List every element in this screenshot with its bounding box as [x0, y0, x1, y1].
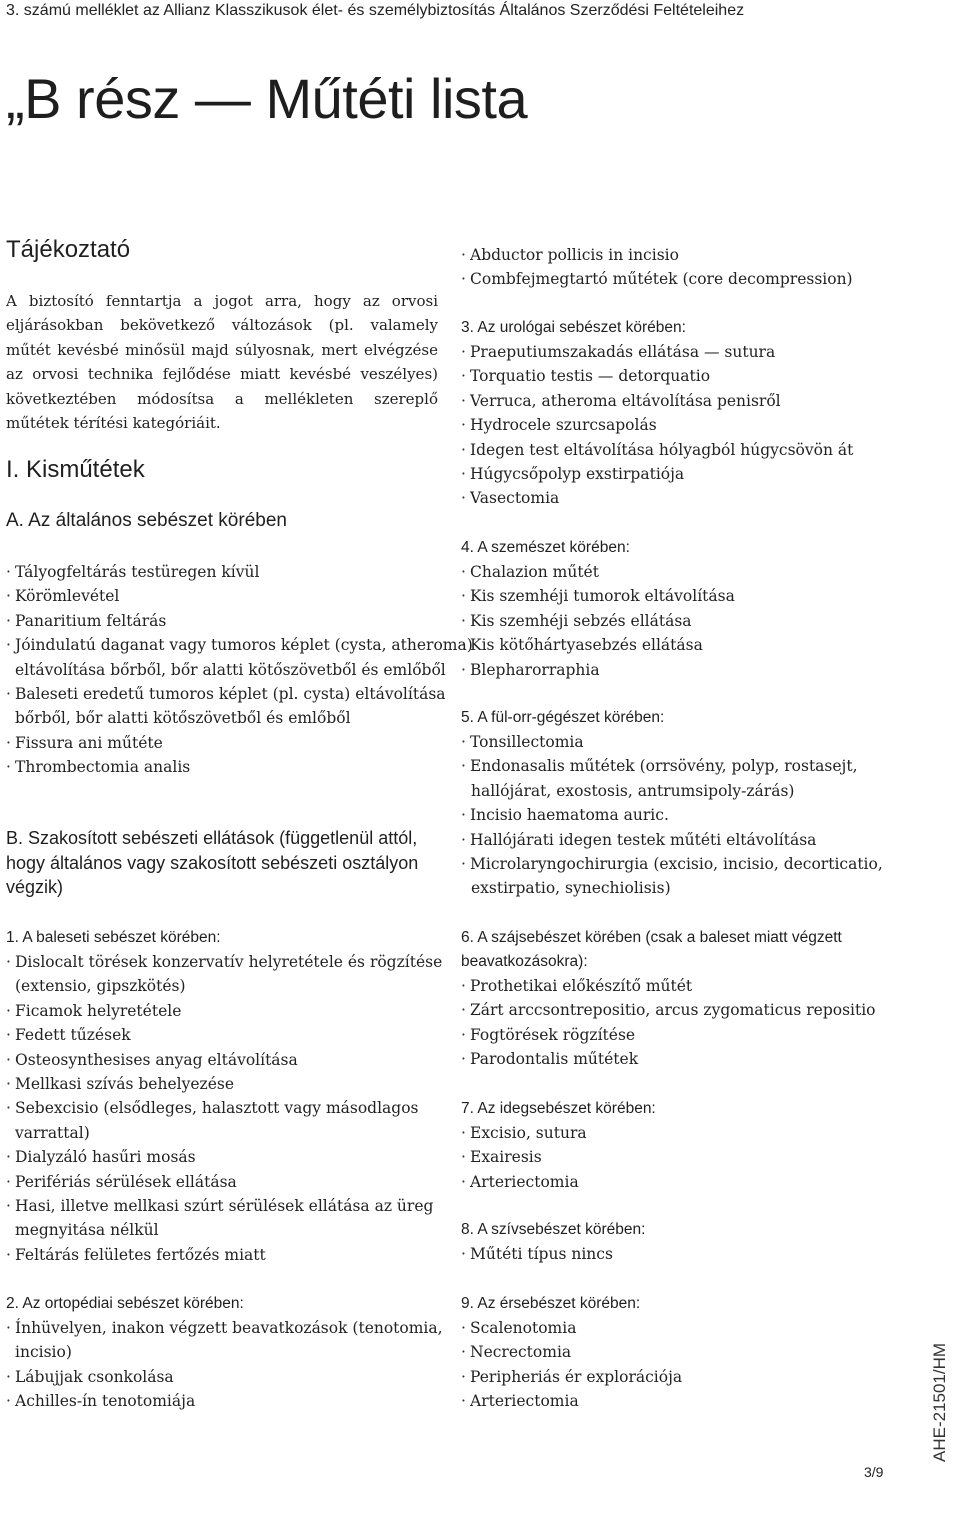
- list-item: · Peripheriás ér explorációja: [461, 1365, 682, 1389]
- list-item: · Blepharorraphia: [461, 658, 735, 682]
- list-item: · Sebexcisio (elsődleges, halasztott vagy másodlagos: [6, 1096, 442, 1120]
- list-item: · Húgycsőpolyp exstirpatiója: [461, 462, 853, 486]
- list-item: · Abductor pollicis in incisio: [461, 243, 853, 267]
- subsection-heading-szakositott: B. Szakosított sebészeti ellátások (függetlenül attól, hogy általános vagy szakosított sebészeti osztályon végzik): [6, 828, 419, 897]
- procedure-list-baleseti: [6, 950, 442, 1267]
- list-item: · Hallójárati idegen testek műtéti eltávolítása: [461, 828, 883, 852]
- list-item: · Panaritium feltárás: [6, 609, 473, 633]
- procedure-list-idegsebeszet: [461, 1121, 587, 1194]
- list-item: · Prothetikai előkészítő műtét: [461, 974, 876, 998]
- list-item: · Körömlevétel: [6, 584, 473, 608]
- list-item: · Feltárás felületes fertőzés miatt: [6, 1243, 442, 1267]
- list-item: · Arteriectomia: [461, 1389, 682, 1413]
- category-heading-ful-orr-gege: 5. A fül-orr-gégészet körében:: [461, 709, 665, 726]
- list-item: · Baleseti eredetű tumoros képlet (pl. cysta) eltávolítása: [6, 682, 473, 706]
- list-item: · Chalazion műtét: [461, 560, 735, 584]
- page-number: 3/9: [864, 1464, 884, 1480]
- section-heading-kismutetek: I. Kisműtétek: [6, 456, 145, 483]
- procedure-list-szemeszet: [461, 560, 735, 682]
- category-heading-szivsebeszet: 8. A szívsebészet körében:: [461, 1221, 646, 1238]
- list-item: · Parodontalis műtétek: [461, 1047, 876, 1071]
- list-item: · Lábujjak csonkolása: [6, 1365, 443, 1389]
- list-item: · Jóindulatú daganat vagy tumoros képlet (cysta, atheroma): [6, 633, 473, 657]
- category-heading-szajsebeszet: 6. A szájsebészet körében (csak a baleset miatt végzett: [461, 929, 842, 946]
- list-item: · Zárt arccsontrepositio, arcus zygomaticus repositio: [461, 998, 876, 1022]
- procedure-list-altalanos: [6, 560, 473, 780]
- list-item: · Fogtörések rögzítése: [461, 1023, 876, 1047]
- list-item: · Verruca, atheroma eltávolítása penisről: [461, 389, 853, 413]
- list-item: · Vasectomia: [461, 486, 853, 510]
- info-paragraph: A biztosító fenntartja a jogot arra, hogy az orvosi eljárásokban bekövetkező változások (pl. valamely műtét kevésbé minősül majd súlyosnak, mert elvégzése az orvosi technika fejlődése miatt kevésbé veszélyes) következtében módosítsa a mellékleten szereplő műtétek térítési kategóriáit.: [6, 292, 438, 433]
- list-item: · Ficamok helyretétele: [6, 999, 442, 1023]
- category-heading-baleseti: 1. A baleseti sebészet körében:: [6, 929, 221, 946]
- list-item-continuation: eltávolítása bőrből, bőr alatti kötőszövetből és emlőből: [15, 660, 446, 679]
- category-heading-ortopediai: 2. Az ortopédiai sebészet körében:: [6, 1295, 244, 1312]
- info-heading: Tájékoztató: [6, 236, 131, 263]
- document-code-text: AHE-21501/HM: [930, 1342, 949, 1462]
- list-item: · Osteosynthesises anyag eltávolítása: [6, 1048, 442, 1072]
- list-item: · Torquatio testis — detorquatio: [461, 364, 853, 388]
- list-item: · Thrombectomia analis: [6, 755, 473, 779]
- list-item-continuation: varrattal): [15, 1123, 90, 1142]
- list-item: · Idegen test eltávolítása hólyagból húgycsövön át: [461, 438, 853, 462]
- list-item: · Dialyzáló hasűri mosás: [6, 1145, 442, 1169]
- list-item: · Endonasalis műtétek (orrsövény, polyp, rostasejt,: [461, 754, 883, 778]
- document-code: [930, 1342, 960, 1532]
- list-item: · Hydrocele szurcsapolás: [461, 413, 853, 437]
- list-item: · Kis szemhéji sebzés ellátása: [461, 609, 735, 633]
- list-item: · Scalenotomia: [461, 1316, 682, 1340]
- list-item: · Arteriectomia: [461, 1170, 587, 1194]
- list-item-continuation: (extensio, gipszkötés): [15, 977, 186, 996]
- list-item: · Perifériás sérülések ellátása: [6, 1170, 442, 1194]
- list-item: · Fedett tűzések: [6, 1023, 442, 1047]
- list-item: · Ínhüvelyen, inakon végzett beavatkozások (tenotomia,: [6, 1316, 443, 1340]
- category-heading-urologiai: 3. Az urológai sebészet körében:: [461, 319, 686, 336]
- procedure-list-ortopediai: [6, 1316, 443, 1414]
- procedure-list-szajsebeszet: [461, 974, 876, 1072]
- list-item: · Tonsillectomia: [461, 730, 883, 754]
- list-item: · Necrectomia: [461, 1340, 682, 1364]
- list-item: · Praeputiumszakadás ellátása — sutura: [461, 340, 853, 364]
- procedure-list-ortopediai-cont: [461, 243, 853, 292]
- list-item: · Exairesis: [461, 1145, 587, 1169]
- list-item: · Microlaryngochirurgia (excisio, incisio, decorticatio,: [461, 852, 883, 876]
- list-item-continuation: exstirpatio, synechiolisis): [471, 879, 671, 898]
- list-item: · Dislocalt törések konzervatív helyretétele és rögzítése: [6, 950, 442, 974]
- list-item: · Tályogfeltárás testüregen kívül: [6, 560, 473, 584]
- list-item: · Achilles-ín tenotomiája: [6, 1389, 443, 1413]
- list-item: · Hasi, illetve mellkasi szúrt sérülések ellátása az üreg: [6, 1194, 442, 1218]
- list-item: · Combfejmegtartó műtétek (core decompression): [461, 267, 853, 291]
- list-item: · Kis kötőhártyasebzés ellátása: [461, 633, 735, 657]
- list-item: · Mellkasi szívás behelyezése: [6, 1072, 442, 1096]
- document-header: 3. számú melléklet az Allianz Klasszikusok élet- és személybiztosítás Általános Szerződési Feltételeihez: [6, 2, 745, 19]
- list-item-continuation: bőrből, bőr alatti kötőszövetből és emlőből: [15, 709, 351, 728]
- procedure-list-urologiai: [461, 340, 853, 511]
- procedure-list-ful-orr-gege: [461, 730, 883, 901]
- list-item-continuation: incisio): [15, 1343, 72, 1362]
- list-item: · Műtéti típus nincs: [461, 1242, 613, 1266]
- list-item: · Incisio haematoma auric.: [461, 803, 883, 827]
- category-heading-szemeszet: 4. A szemészet körében:: [461, 539, 630, 556]
- list-item-continuation: hallójárat, exostosis, antrumsipoly-zárás): [471, 781, 795, 800]
- list-item: · Excisio, sutura: [461, 1121, 587, 1145]
- procedure-list-szivsebeszet: [461, 1242, 613, 1266]
- list-item: · Kis szemhéji tumorok eltávolítása: [461, 584, 735, 608]
- page-title: „B rész — Műtéti lista: [6, 67, 528, 130]
- category-heading-ersebeszet: 9. Az érsebészet körében:: [461, 1295, 641, 1312]
- list-item: · Fissura ani műtéte: [6, 731, 473, 755]
- category-heading-idegsebeszet: 7. Az idegsebészet körében:: [461, 1100, 656, 1117]
- procedure-list-ersebeszet: [461, 1316, 682, 1414]
- subsection-heading-altalanos: A. Az általános sebészet körében: [6, 510, 287, 531]
- list-item-continuation: megnyitása nélkül: [15, 1221, 159, 1240]
- category-heading-szajsebeszet-cont: beavatkozásokra):: [461, 953, 588, 970]
